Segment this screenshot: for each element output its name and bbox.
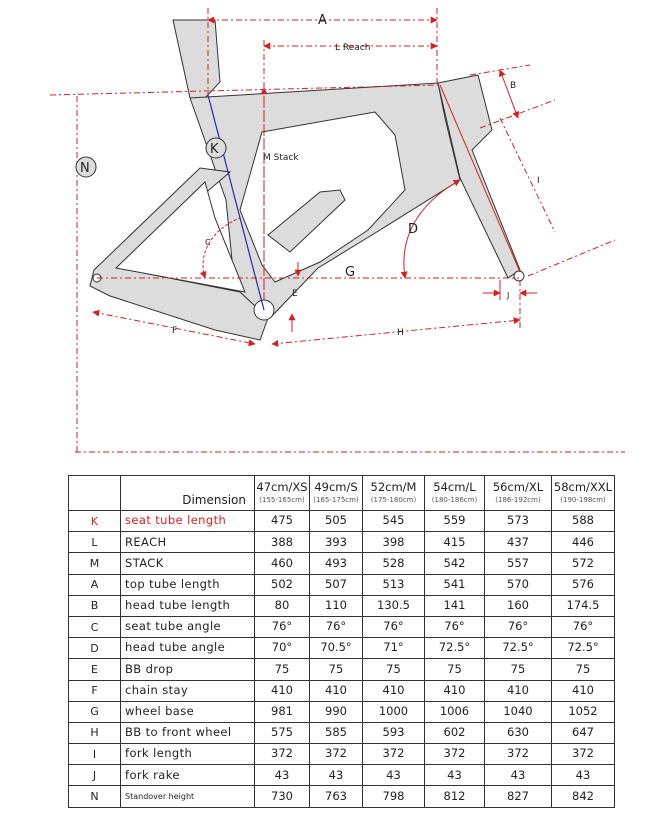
table-cell: 43 (485, 765, 552, 786)
table-cell: 141 (425, 595, 485, 616)
row-label: head tube length (121, 595, 255, 616)
table-cell: 559 (425, 511, 485, 532)
table-cell: 75 (310, 659, 363, 680)
table-cell: 43 (255, 765, 310, 786)
row-label: head tube angle (121, 638, 255, 659)
table-cell: 372 (425, 744, 485, 765)
table-cell: 1040 (485, 701, 552, 722)
size-header (552, 476, 615, 511)
table-row (69, 511, 615, 532)
row-label: seat tube angle (121, 616, 255, 637)
size-label: 52cm/M (370, 480, 417, 495)
table-cell: 75 (485, 659, 552, 680)
table-row (69, 680, 615, 701)
size-header (425, 476, 485, 511)
row-key: I (69, 744, 121, 765)
label-f: F (172, 326, 178, 336)
table-cell: 76° (310, 616, 363, 637)
row-key: N (69, 786, 121, 807)
label-i: I (537, 176, 540, 186)
label-g: G (345, 265, 356, 280)
row-label: wheel base (121, 701, 255, 722)
table-cell: 76° (363, 616, 425, 637)
table-cell: 372 (310, 744, 363, 765)
table-cell: 75 (363, 659, 425, 680)
table-cell: 647 (552, 722, 615, 743)
geometry-table (68, 475, 615, 808)
table-cell: 446 (552, 532, 615, 553)
header-dimension-cell (121, 476, 255, 511)
table-cell: 372 (485, 744, 552, 765)
row-label: STACK (121, 553, 255, 574)
row-key: M (69, 553, 121, 574)
table-cell: 410 (255, 680, 310, 701)
table-cell: 630 (485, 722, 552, 743)
row-label: chain stay (121, 680, 255, 701)
label-a: A (318, 13, 327, 28)
table-cell: 393 (310, 532, 363, 553)
table-cell: 75 (255, 659, 310, 680)
table-cell: 43 (363, 765, 425, 786)
table-row (69, 574, 615, 595)
table-cell: 388 (255, 532, 310, 553)
table-cell: 573 (485, 511, 552, 532)
front-axle (514, 271, 524, 281)
table-cell: 528 (363, 553, 425, 574)
row-key: H (69, 722, 121, 743)
table-cell: 160 (485, 595, 552, 616)
dim-i-ext (500, 118, 555, 232)
row-label: BB to front wheel (121, 722, 255, 743)
table-cell: 75 (552, 659, 615, 680)
table-cell: 72.5° (552, 638, 615, 659)
dim-b-arrow (500, 70, 518, 118)
row-label: REACH (121, 532, 255, 553)
table-cell: 71° (363, 638, 425, 659)
dim-b-line-2 (480, 100, 555, 128)
height-range: (180-186cm) (431, 495, 478, 504)
table-row (69, 553, 615, 574)
label-l: L Reach (335, 43, 371, 53)
table-cell: 70.5° (310, 638, 363, 659)
table-cell: 372 (363, 744, 425, 765)
table-cell: 593 (363, 722, 425, 743)
size-header (310, 476, 363, 511)
table-cell: 575 (255, 722, 310, 743)
table-cell: 372 (255, 744, 310, 765)
table-cell: 588 (552, 511, 615, 532)
table-row (69, 659, 615, 680)
table-cell: 43 (552, 765, 615, 786)
size-label: 56cm/XL (492, 480, 544, 495)
size-label: 54cm/L (433, 480, 476, 495)
row-label: seat tube length (121, 511, 255, 532)
row-label: fork rake (121, 765, 255, 786)
header-dimension: Dimension (182, 493, 246, 507)
size-label: 47cm/XS (256, 480, 308, 495)
row-key: C (69, 616, 121, 637)
label-c: C (205, 238, 211, 247)
table-cell: 72.5° (485, 638, 552, 659)
row-key: L (69, 532, 121, 553)
height-range: (190-198cm) (560, 495, 606, 504)
table-cell: 585 (310, 722, 363, 743)
table-cell: 545 (363, 511, 425, 532)
table-cell: 415 (425, 532, 485, 553)
row-label: Standover height (121, 786, 255, 807)
table-cell: 1000 (363, 701, 425, 722)
table-cell: 410 (425, 680, 485, 701)
table-cell: 542 (425, 553, 485, 574)
height-range: (165-175cm) (313, 495, 359, 504)
table-cell: 72.5° (425, 638, 485, 659)
table-row (69, 744, 615, 765)
table-cell: 763 (310, 786, 363, 807)
row-key: A (69, 574, 121, 595)
table-cell: 76° (485, 616, 552, 637)
label-n-badge (76, 157, 96, 177)
table-row (69, 638, 615, 659)
table-cell: 398 (363, 532, 425, 553)
height-range: (155-165cm) (259, 495, 305, 504)
table-cell: 75 (425, 659, 485, 680)
table-cell: 505 (310, 511, 363, 532)
table-cell: 812 (425, 786, 485, 807)
table-cell: 507 (310, 574, 363, 595)
table-cell: 1052 (552, 701, 615, 722)
table-row (69, 595, 615, 616)
row-label: fork length (121, 744, 255, 765)
table-row (69, 616, 615, 637)
table-cell: 76° (255, 616, 310, 637)
row-key: J (69, 765, 121, 786)
table-cell: 76° (425, 616, 485, 637)
table-cell: 130.5 (363, 595, 425, 616)
label-m: M Stack (263, 153, 299, 163)
table-cell: 460 (255, 553, 310, 574)
svg-text:K: K (210, 142, 219, 157)
table-row (69, 532, 615, 553)
table-cell: 513 (363, 574, 425, 595)
row-key: D (69, 638, 121, 659)
table-cell: 541 (425, 574, 485, 595)
size-label: 58cm/XXL (553, 480, 613, 495)
size-label: 49cm/S (314, 480, 358, 495)
table-cell: 576 (552, 574, 615, 595)
table-cell: 827 (485, 786, 552, 807)
size-header (363, 476, 425, 511)
label-b: B (510, 81, 517, 91)
row-label: BB drop (121, 659, 255, 680)
dim-i-bottom (528, 240, 615, 276)
label-h: H (397, 328, 404, 338)
table-header-row (69, 476, 615, 511)
table-cell: 572 (552, 553, 615, 574)
svg-text:N: N (80, 161, 90, 176)
table-cell: 798 (363, 786, 425, 807)
table-cell: 602 (425, 722, 485, 743)
table-cell: 570 (485, 574, 552, 595)
label-d: D (408, 222, 419, 237)
table-cell: 70° (255, 638, 310, 659)
table-cell: 557 (485, 553, 552, 574)
header-key-cell (69, 476, 121, 511)
table-cell: 80 (255, 595, 310, 616)
row-label: top tube length (121, 574, 255, 595)
table-cell: 410 (310, 680, 363, 701)
table-cell: 43 (310, 765, 363, 786)
table-cell: 410 (552, 680, 615, 701)
table-cell: 410 (363, 680, 425, 701)
table-cell: 372 (552, 744, 615, 765)
table-row (69, 786, 615, 807)
table-cell: 76° (552, 616, 615, 637)
size-header (485, 476, 552, 511)
table-row (69, 722, 615, 743)
table-cell: 110 (310, 595, 363, 616)
table-cell: 43 (425, 765, 485, 786)
row-key: F (69, 680, 121, 701)
row-key: K (69, 511, 121, 532)
table-cell: 502 (255, 574, 310, 595)
row-key: G (69, 701, 121, 722)
label-k-badge (206, 138, 226, 158)
label-e: E (292, 289, 298, 299)
size-header (255, 476, 310, 511)
table-cell: 475 (255, 511, 310, 532)
table-cell: 493 (310, 553, 363, 574)
height-range: (175-180cm) (370, 495, 417, 504)
dim-h-line (272, 320, 520, 344)
table-cell: 174.5 (552, 595, 615, 616)
table-cell: 1006 (425, 701, 485, 722)
table-row (69, 765, 615, 786)
row-key: E (69, 659, 121, 680)
table-cell: 990 (310, 701, 363, 722)
height-range: (186-192cm) (495, 495, 541, 504)
row-key: B (69, 595, 121, 616)
table-row (69, 701, 615, 722)
table-cell: 842 (552, 786, 615, 807)
table-cell: 410 (485, 680, 552, 701)
table-cell: 730 (255, 786, 310, 807)
table-cell: 981 (255, 701, 310, 722)
label-j: J (507, 291, 510, 300)
table-cell: 437 (485, 532, 552, 553)
